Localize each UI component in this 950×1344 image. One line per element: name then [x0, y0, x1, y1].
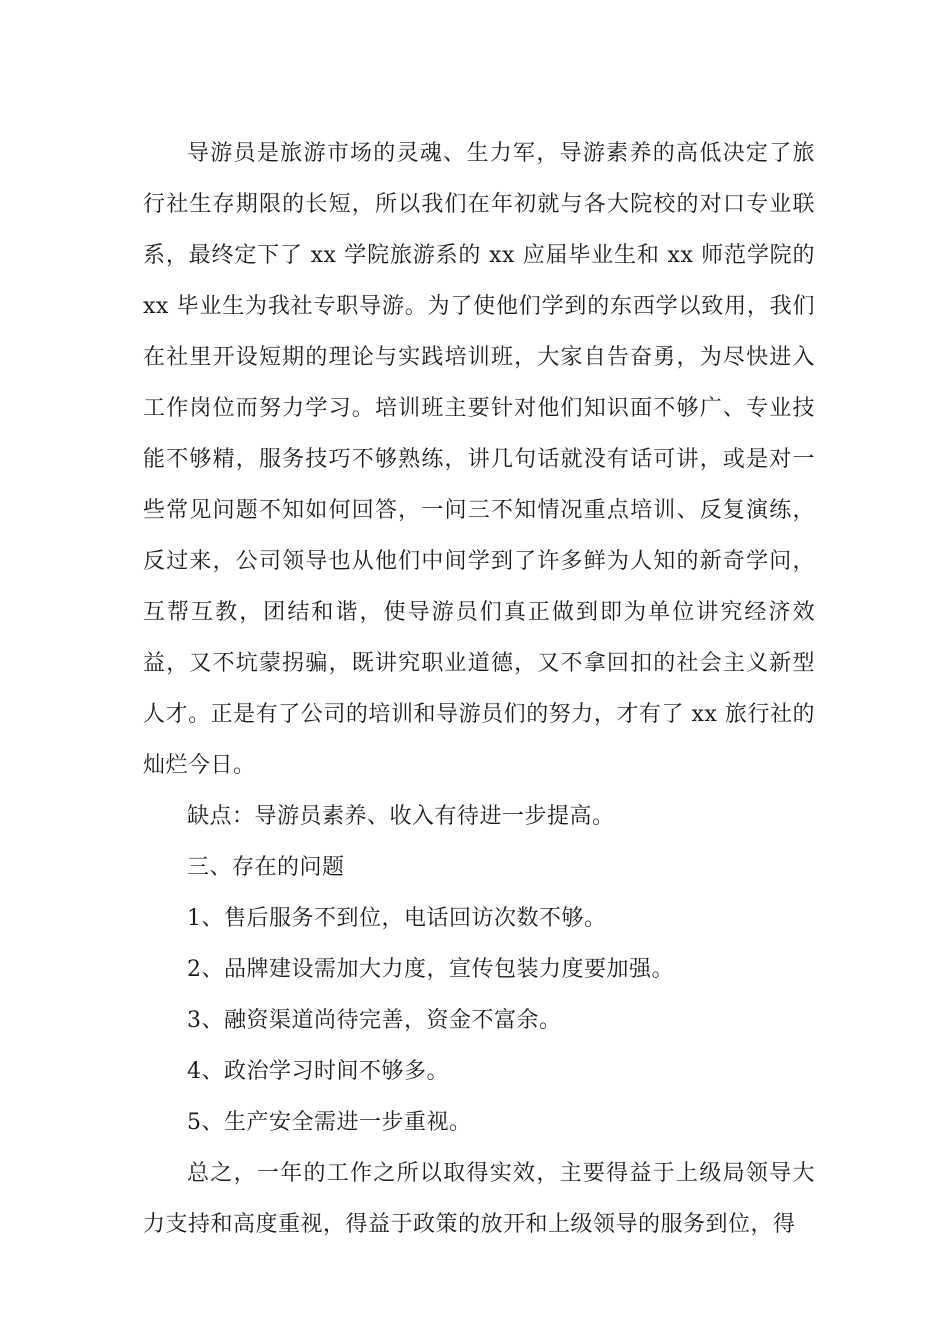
document-body	[143, 128, 815, 1250]
list-item-issue-3: 3、融资渠道尚待完善，资金不富余。	[187, 1008, 562, 1033]
list-item-issue-5: 5、生产安全需进一步重视。	[187, 1110, 472, 1135]
paragraph-shortcoming: 缺点：导游员素养、收入有待进一步提高。	[187, 804, 615, 829]
section-heading-problems: 三、存在的问题	[187, 855, 345, 880]
list-item-issue-2: 2、品牌建设需加大力度，宣传包装力度要加强。	[187, 957, 674, 982]
paragraph-conclusion: 总之，一年的工作之所以取得实效，主要得益于上级局领导大力支持和高度重视，得益于政策的放开和上级领导的服务到位，得	[143, 1161, 815, 1237]
list-item-issue-4: 4、政治学习时间不够多。	[187, 1059, 449, 1084]
paragraph-guide-training: 导游员是旅游市场的灵魂、生力军，导游素养的高低决定了旅行社生存期限的长短，所以我们在年初就与各大院校的对口专业联系，最终定下了 xx 学院旅游系的 xx 应届毕业生和 xx 师范学院的 xx 毕业生为我社专职导游。为了使他们学到的东西学以致用，我们在社里开设短期的理论与实践培训班，大家自告奋勇，为尽快进入工作岗位而努力学习。培训班主要针对他们知识面不够广、专业技能不够精，服务技巧不够熟练，讲几句话就没有话可讲，或是对一些常见问题不知如何回答，一问三不知情况重点培训、反复演练，反过来，公司领导也从他们中间学到了许多鲜为人知的新奇学问，互帮互教，团结和谐，使导游员们真正做到即为单位讲究经济效益，又不坑蒙拐骗，既讲究职业道德，又不拿回扣的社会主义新型人才。正是有了公司的培训和导游员们的努力，才有了 xx 旅行社的灿烂今日。	[143, 141, 815, 778]
list-item-issue-1: 1、售后服务不到位，电话回访次数不够。	[187, 906, 607, 931]
